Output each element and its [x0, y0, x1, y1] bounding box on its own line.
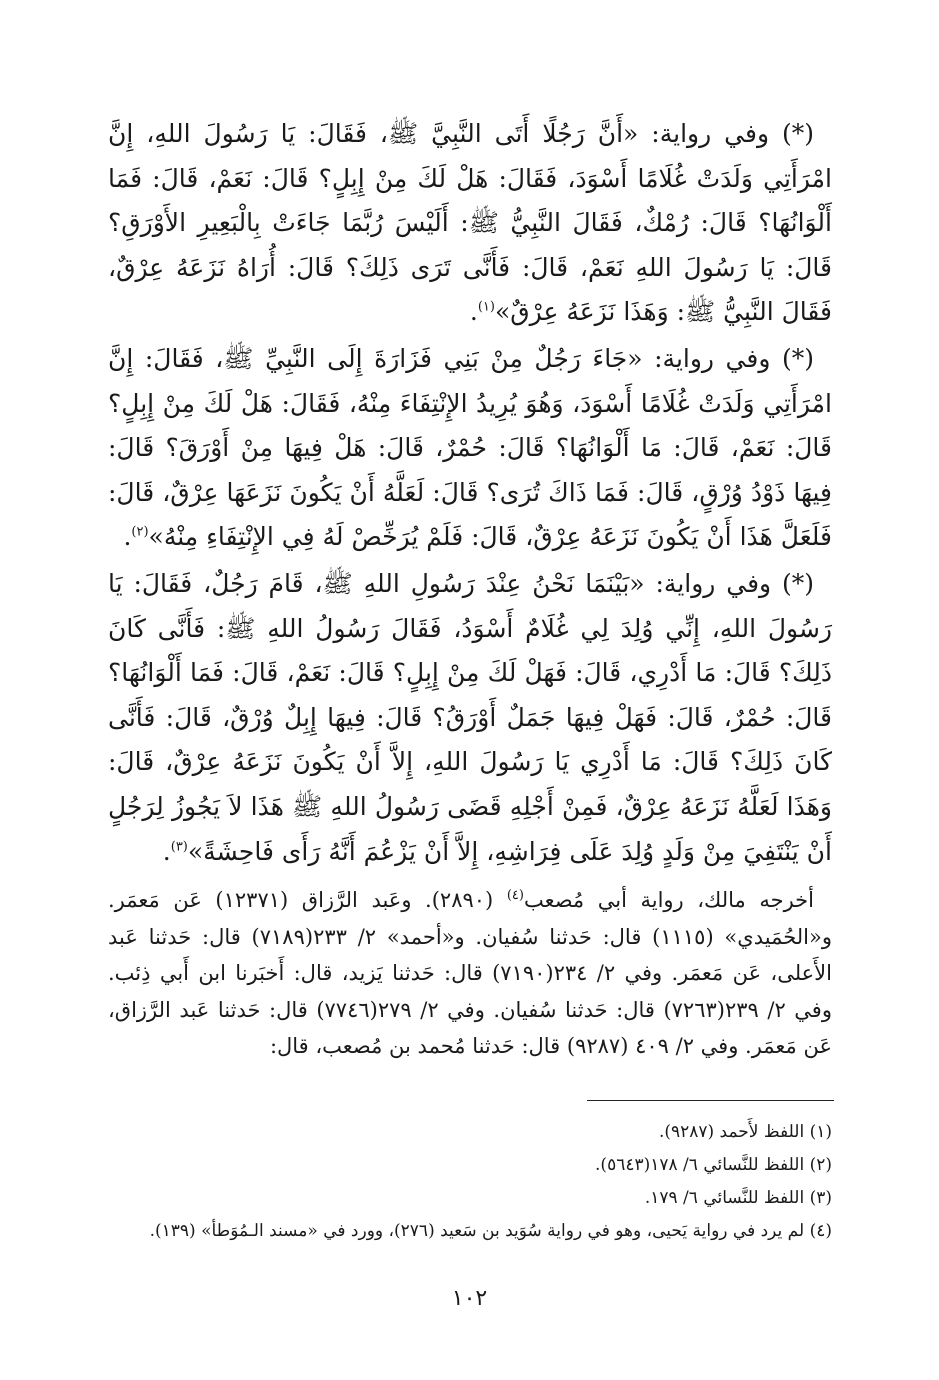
footnote-ref: (٤): [506, 888, 524, 904]
hadith-paragraph-1: (*) وفي رواية: «أَنَّ رَجُلًا أَتَى النَّبِيَّ ﷺ، فَقَالَ: يَا رَسُولَ اللهِ، إِنَّ امْرَأَتِي وَلَدَتْ غُلَامًا أَسْوَدَ، فَقَالَ: هَلْ لَكَ مِنْ إِبِلٍ؟ قَالَ: نَعَمْ، قَالَ: فَمَا أَلْوَانُهَا؟ قَالَ: رُمْكٌ، فَقَالَ النَّبِيُّ ﷺ: أَلَيْسَ رُبَّمَا جَاءَتْ بِالْبَعِيرِ الأَوْرَقِ؟ قَالَ: يَا رَسُولَ اللهِ نَعَمْ، قَالَ: فَأَنَّى تَرَى ذَلِكَ؟ قَالَ: أُرَاهُ نَزَعَهُ عِرْقٌ، فَقَالَ النَّبِيُّ ﷺ: وَهَذَا نَزَعَهُ عِرْقٌ»$^{(١)}$.: [108, 119, 832, 327]
takhrij-paragraph: [108, 882, 832, 1065]
footnote-1: (١) اللفظ لأَحمد (٩٢٨٧).: [658, 1122, 832, 1142]
footnote-4: (٤) لم يرد في رواية يَحيى، وهو في رواية سُوَيد بن سَعيد (٢٧٦)، وورد في «مسند الـمُوَطأ» (١٣٩).: [149, 1221, 832, 1241]
hadith-paragraph-2: (*) وفي رواية: «جَاءَ رَجُلٌ مِنْ بَنِي فَزَارَةَ إِلَى النَّبِيِّ ﷺ، فَقَالَ: إِنَّ امْرَأَتِي وَلَدَتْ غُلَامًا أَسْوَدَ، وَهُوَ يُرِيدُ الإِنْتِفَاءَ مِنْهُ، فَقَالَ: هَلْ لَكَ مِنْ إِبِلٍ؟ قَالَ: نَعَمْ، قَالَ: مَا أَلْوَانُهَا؟ قَالَ: حُمْرٌ، قَالَ: هَلْ فِيهَا مِنْ أَوْرَقَ؟ قَالَ: فِيهَا ذَوْدُ وُرْقٍ، قَالَ: فَمَا ذَاكَ تُرَى؟ قَالَ: لَعَلَّهُ أَنْ يَكُونَ نَزَعَهَا عِرْقٌ، قَالَ: فَلَعَلَّ هَذَا أَنْ يَكُونَ نَزَعَهُ عِرْقٌ، قَالَ: فَلَمْ يُرَخِّصْ لَهُ فِي الإِنْتِفَاءِ مِنْهُ»$^{(٢)}$.: [108, 343, 832, 552]
footnote-ref: (٣): [170, 839, 188, 855]
footnote-ref: (٢): [131, 525, 149, 541]
paragraph-text: (*) وفي رواية: «جَاءَ رَجُلٌ مِنْ بَنِي فَزَارَةَ إِلَى النَّبِيِّ ﷺ، فَقَالَ: إِنَّ امْرَأَتِي وَلَدَتْ غُلَامًا أَسْوَدَ، وَهُوَ يُرِيدُ الإِنْتِفَاءَ مِنْهُ، فَقَالَ: هَلْ لَكَ مِنْ إِبِلٍ؟ قَالَ: نَعَمْ، قَالَ: مَا أَلْوَانُهَا؟ قَالَ: حُمْرٌ، قَالَ: هَلْ فِيهَا مِنْ أَوْرَقَ؟ قَالَ: فِيهَا ذَوْدُ وُرْقٍ، قَالَ: فَمَا ذَاكَ تُرَى؟ قَالَ: لَعَلَّهُ أَنْ يَكُونَ نَزَعَهَا عِرْقٌ، قَالَ: فَلَعَلَّ هَذَا أَنْ يَكُونَ نَزَعَهُ عِرْقٌ، قَالَ: فَلَمْ يُرَخِّصْ لَهُ فِي الإِنْتِفَاءِ مِنْهُ»: [108, 343, 832, 552]
footnotes: [108, 1116, 832, 1248]
footnote-3: (٣) اللفظ للنَّسائي ٦/ ١٧٩.: [644, 1188, 832, 1208]
hadith-paragraph-3: (*) وفي رواية: «بَيْنَمَا نَحْنُ عِنْدَ رَسُولِ اللهِ ﷺ، قَامَ رَجُلٌ، فَقَالَ: يَا رَسُولَ اللهِ، إِنِّي وُلِدَ لِي غُلَامٌ أَسْوَدُ، فَقَالَ رَسُولُ اللهِ ﷺ: فَأَنَّى كَانَ ذَلِكَ؟ قَالَ: مَا أَدْرِي، قَالَ: فَهَلْ لَكَ مِنْ إِبِلٍ؟ قَالَ: نَعَمْ، قَالَ: فَمَا أَلْوَانُهَا؟ قَالَ: حُمْرٌ، قَالَ: فَهَلْ فِيهَا جَمَلٌ أَوْرَقُ؟ قَالَ: فِيهَا إِبِلٌ وُرْقٌ، قَالَ: فَأَنَّى كَانَ ذَلِكَ؟ قَالَ: مَا أَدْرِي يَا رَسُولَ اللهِ، إِلاَّ أَنْ يَكُونَ نَزَعَهُ عِرْقٌ، قَالَ: وَهَذَا لَعَلَّهُ نَزَعَهُ عِرْقٌ، فَمِنْ أَجْلِهِ قَضَى رَسُولُ اللهِ ﷺ هَذَا لاَ يَجُوزُ لِرَجُلٍ أَنْ يَنْتَفِيَ مِنْ وَلَدٍ وُلِدَ عَلَى فِرَاشِهِ، إِلاَّ أَنْ يَزْعُمَ أَنَّهُ رَأَى فَاحِشَةً»$^{(٣)}$.: [108, 568, 832, 866]
main-text: [108, 112, 832, 1065]
paragraph-text: (*) وفي رواية: «بَيْنَمَا نَحْنُ عِنْدَ رَسُولِ اللهِ ﷺ، قَامَ رَجُلٌ، فَقَالَ: يَا رَسُولَ اللهِ، إِنِّي وُلِدَ لِي غُلَامٌ أَسْوَدُ، فَقَالَ رَسُولُ اللهِ ﷺ: فَأَنَّى كَانَ ذَلِكَ؟ قَالَ: مَا أَدْرِي، قَالَ: فَهَلْ لَكَ مِنْ إِبِلٍ؟ قَالَ: نَعَمْ، قَالَ: فَمَا أَلْوَانُهَا؟ قَالَ: حُمْرٌ، قَالَ: فَهَلْ فِيهَا جَمَلٌ أَوْرَقُ؟ قَالَ: فِيهَا إِبِلٌ وُرْقٌ، قَالَ: فَأَنَّى كَانَ ذَلِكَ؟ قَالَ: مَا أَدْرِي يَا رَسُولَ اللهِ، إِلاَّ أَنْ يَكُونَ نَزَعَهُ عِرْقٌ، قَالَ: وَهَذَا لَعَلَّهُ نَزَعَهُ عِرْقٌ، فَمِنْ أَجْلِهِ قَضَى رَسُولُ اللهِ ﷺ هَذَا لاَ يَجُوزُ لِرَجُلٍ أَنْ يَنْتَفِيَ مِنْ وَلَدٍ وُلِدَ عَلَى فِرَاشِهِ، إِلاَّ أَنْ يَزْعُمَ أَنَّهُ رَأَى فَاحِشَةً»: [108, 568, 832, 866]
footnote-separator: [587, 1100, 834, 1101]
footnote-2: (٢) اللفظ للنَّسائي ٦/ ١٧٨(٥٦٤٣).: [595, 1155, 832, 1175]
paragraph-text: (*) وفي رواية: «أَنَّ رَجُلًا أَتَى النَّبِيَّ ﷺ، فَقَالَ: يَا رَسُولَ اللهِ، إِنَّ امْرَأَتِي وَلَدَتْ غُلَامًا أَسْوَدَ، فَقَالَ: هَلْ لَكَ مِنْ إِبِلٍ؟ قَالَ: نَعَمْ، قَالَ: فَمَا أَلْوَانُهَا؟ قَالَ: رُمْكٌ، فَقَالَ النَّبِيُّ ﷺ: أَلَيْسَ رُبَّمَا جَاءَتْ بِالْبَعِيرِ الأَوْرَقِ؟ قَالَ: يَا رَسُولَ اللهِ نَعَمْ، قَالَ: فَأَنَّى تَرَى ذَلِكَ؟ قَالَ: أُرَاهُ نَزَعَهُ عِرْقٌ، فَقَالَ النَّبِيُّ ﷺ: وَهَذَا نَزَعَهُ عِرْقٌ»: [108, 119, 832, 327]
footnote-ref: (١): [477, 300, 495, 316]
page-number: ١٠٢: [451, 1286, 488, 1311]
paragraph-text-continued: (٢٨٩٠). وعَبد الرَّزاق (١٢٣٧١) عَن مَعمَر. و«الحُمَيدي» (١١١٥) قال: حَدثنا سُفيان. و«أحمد» ٢/ ٢٣٣(٧١٨٩) قال: حَدثنا عَبد الأَعلى، عَن مَعمَر. وفي ٢/ ٢٣٤(٧١٩٠) قال: حَدثنا يَزيد، قال: أَخبَرنا ابن أَبي ذِئب. وفي ٢/ ٢٣٩(٧٢٦٣) قال: حَدثنا سُفيان. وفي ٢/ ٢٧٩(٧٧٤٦) قال: حَدثنا عَبد الرَّزاق، عَن مَعمَر. وفي ٢/ ٤٠٩ (٩٢٨٧) قال: حَدثنا مُحمد بن مُصعب، قال:: [108, 888, 832, 1059]
paragraph-text: أخرجه مالك، رواية أبي مُصعب: [523, 888, 814, 913]
